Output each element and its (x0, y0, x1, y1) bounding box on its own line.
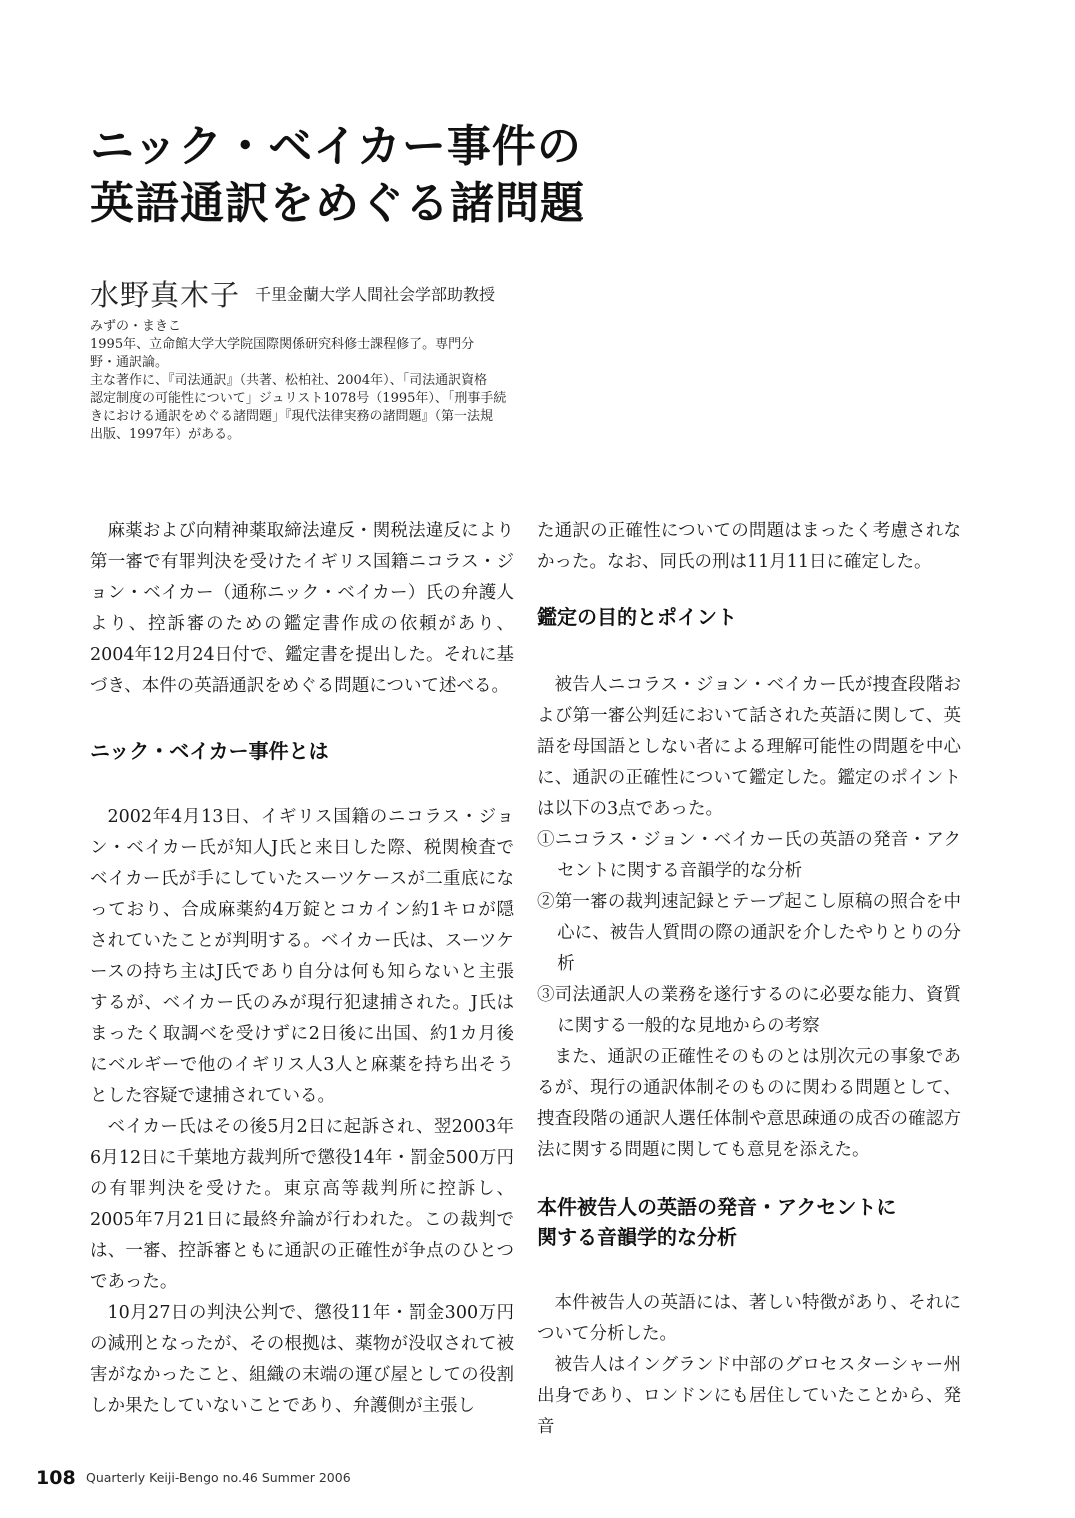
title-line-1: ニック・ベイカー事件の (90, 121, 582, 172)
body-paragraph: 10月27日の判決公判で、懲役11年・罰金300万円の減刑となったが、その根拠は、薬物が没収されて被害がなかったこと、組織の末端の運び屋としての役割しか果たしていないことであり、弁護側が主張し (90, 1303, 514, 1416)
bio-line: きにおける通訳をめぐる諸問題」『現代法律実務の諸問題』（第一法規 (90, 409, 494, 424)
list-item: ②第一審の裁判速記録とテープ起こし原稿の照合を中心に、被告人質問の際の通訳を介したやりとりの分析 (537, 892, 961, 974)
continued-paragraph: た通訳の正確性についての問題はまったく考慮されなかった。なお、同氏の刑は11月11日に確定した。 (537, 521, 961, 572)
heading-line: 本件被告人の英語の発音・アクセントに (537, 1195, 897, 1219)
page-number: 108 (36, 1467, 76, 1489)
bio-line: 認定制度の可能性について」ジュリスト1078号（1995年）、「刑事手続 (90, 391, 507, 406)
article-title (90, 118, 990, 232)
intro-paragraph: 麻薬および向精神薬取締法違反・関税法違反により第一審で有罪判決を受けたイギリス国籍ニコラス・ジョン・ベイカー（通称ニック・ベイカー）氏の弁護人より、控訴審のための鑑定書作成の依頼があり、2004年12月24日付で、鑑定書を提出した。それに基づき、本件の英語通訳をめぐる問題について述べる。 (90, 521, 514, 696)
journal-name: Quarterly Keiji-Bengo no.46 Summer 2006 (86, 1470, 351, 1485)
bio-line: 野・通訳論。 (90, 355, 169, 370)
body-paragraph: また、通訳の正確性そのものとは別次元の事象であるが、現行の通訳体制そのものに関わる問題として、捜査段階の通訳人選任体制や意思疎通の成否の確認方法に関する問題に関しても意見を添えた。 (537, 1047, 961, 1160)
bio-line: 1995年、立命館大学大学院国際関係研究科修士課程修了。専門分 (90, 337, 475, 352)
list-item: ①ニコラス・ジョン・ベイカー氏の英語の発音・アクセントに関する音韻学的な分析 (537, 830, 961, 881)
list-item: ③司法通訳人の業務を遂行するのに必要な能力、資質に関する一般的な見地からの考察 (537, 985, 961, 1036)
body-paragraph: 被告人ニコラス・ジョン・ベイカー氏が捜査段階および第一審公判廷において話された英語に関して、英語を母国語としない者による理解可能性の問題を中心に、通訳の正確性について鑑定した。鑑定のポイントは以下の3点であった。 (537, 675, 961, 819)
page-footer (36, 1466, 351, 1490)
title-line-2: 英語通訳をめぐる諸問題 (90, 178, 585, 229)
heading-line: 関する音韻学的な分析 (537, 1225, 737, 1249)
author-bio (90, 318, 530, 444)
section-heading (537, 1192, 961, 1252)
author-reading: みずの・まきこ (90, 319, 182, 334)
author-name: 水野真木子 (90, 278, 241, 312)
bio-line: 出版、1997年）がある。 (90, 427, 241, 442)
left-column (90, 516, 514, 1422)
section-heading: 鑑定の目的とポイント (537, 605, 737, 629)
body-paragraph: ベイカー氏はその後5月2日に起訴され、翌2003年6月12日に千葉地方裁判所で懲役14年・罰金500万円の有罪判決を受けた。東京高等裁判所に控訴し、2005年7月21日に最終弁論が行われた。この裁判では、一審、控訴審ともに通訳の正確性が争点のひとつであった。 (90, 1117, 514, 1292)
body-paragraph: 本件被告人の英語には、著しい特徴があり、それについて分析した。 (537, 1293, 961, 1344)
right-column (537, 516, 961, 1443)
body-paragraph: 被告人はイングランド中部のグロセスターシャー州出身であり、ロンドンにも居住していたことから、発音 (537, 1355, 961, 1437)
author-affiliation: 千里金蘭大学人間社会学部助教授 (255, 285, 496, 304)
author-row (90, 276, 790, 316)
body-paragraph: 2002年4月13日、イギリス国籍のニコラス・ジョン・ベイカー氏が知人J氏と来日した際、税関検査でベイカー氏が手にしていたスーツケースが二重底になっており、合成麻薬約4万錠とコカイン約1キロが隠されていたことが判明する。ベイカー氏は、スーツケースの持ち主はJ氏であり自分は何も知らないと主張するが、ベイカー氏のみが現行犯逮捕された。J氏はまったく取調べを受けずに2日後に出国、約1カ月後にベルギーで他のイギリス人3人と麻薬を持ち出そうとした容疑で逮捕されている。 (90, 807, 514, 1106)
bio-line: 主な著作に、『司法通訳』（共著、松柏社、2004年）、「司法通訳資格 (90, 373, 488, 388)
section-heading: ニック・ベイカー事件とは (90, 739, 329, 763)
